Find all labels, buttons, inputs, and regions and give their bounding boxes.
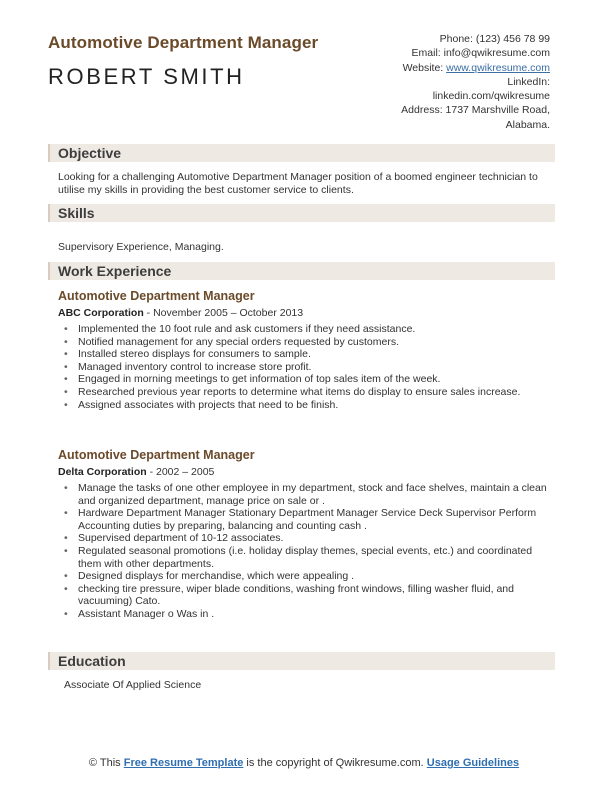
- job-2-bullets: [58, 482, 554, 621]
- education-text: Associate Of Applied Science: [64, 679, 202, 691]
- website-link[interactable]: www.qwikresume.com: [446, 61, 550, 74]
- objective-section-header: [48, 144, 555, 162]
- skills-heading: Skills: [58, 205, 95, 221]
- job-1-title: Automotive Department Manager: [58, 289, 255, 303]
- candidate-name: ROBERT SMITH: [48, 64, 245, 89]
- job-2-dates: - 2002 – 2005: [146, 466, 215, 478]
- job-1-dates: - November 2005 – October 2013: [143, 307, 304, 319]
- list-item: • Designed displays for merchandise, which were appealing .: [58, 570, 554, 583]
- job-1-company-line: [58, 307, 303, 319]
- footer-prefix: © This: [88, 757, 124, 769]
- contact-address-line1: Address: 1737 Marshville Road,: [401, 104, 550, 117]
- footer-middle: is the copyright of Qwikresume.com.: [243, 757, 427, 769]
- contact-linkedin-value: linkedin.com/qwikresume: [432, 90, 550, 103]
- work-heading: Work Experience: [58, 263, 172, 279]
- list-item: • Notified management for any special orders requested by customers.: [58, 336, 554, 349]
- contact-website: [310, 61, 550, 75]
- free-resume-template-link[interactable]: Free Resume Template: [123, 757, 244, 769]
- list-item: • Hardware Department Manager Stationary Department Manager Service Deck Supervisor Perform Accounting duties by preparing, balancing and counting cash .: [58, 507, 554, 532]
- contact-phone: Phone: (123) 456 78 99: [439, 33, 550, 45]
- footer: [48, 757, 560, 771]
- objective-text: Looking for a challenging Automotive Department Manager position of a boomed engineer technician to utilise my skills in providing the best customer service to clients.: [58, 171, 538, 196]
- education-section-header: [48, 652, 555, 670]
- list-item: • Regulated seasonal promotions (i.e. holiday display themes, special events, etc.) and coordinated them with other departments.: [58, 545, 554, 570]
- skills-text: Supervisory Experience, Managing.: [58, 241, 224, 253]
- job-2-company-line: [58, 466, 214, 478]
- work-section-header: [48, 262, 555, 280]
- contact-address-line2: Alabama.: [505, 118, 550, 131]
- list-item: • Assistant Manager o Was in .: [58, 608, 554, 621]
- skills-section-header: [48, 204, 555, 222]
- objective-heading: Objective: [58, 145, 122, 161]
- contact-email: Email: info@qwikresume.com: [411, 47, 550, 60]
- website-label: Website:: [402, 61, 447, 74]
- contact-block: [310, 32, 550, 132]
- job-2-company: Delta Corporation: [58, 466, 147, 478]
- list-item: • Assigned associates with projects that need to be finish.: [58, 399, 554, 412]
- list-item: • Engaged in morning meetings to get information of top sales item of the week.: [58, 373, 554, 386]
- job-2-title: Automotive Department Manager: [58, 448, 255, 462]
- list-item: • checking tire pressure, wiper blade conditions, washing front windows, filling washer fluid, and vacuuming) Cato.: [58, 583, 554, 608]
- list-item: • Researched previous year reports to determine what items do display to ensure sales increase.: [58, 386, 554, 399]
- education-heading: Education: [58, 653, 126, 669]
- contact-linkedin-label: LinkedIn:: [507, 75, 550, 88]
- job-1-bullets: [58, 323, 554, 411]
- list-item: • Manage the tasks of one other employee in my department, stock and face shelves, maintain a clean and organized department, manage price on sale or .: [58, 482, 554, 507]
- list-item: • Managed inventory control to increase store profit.: [58, 361, 554, 374]
- header-job-title: Automotive Department Manager: [48, 33, 319, 52]
- list-item: • Implemented the 10 foot rule and ask customers if they need assistance.: [58, 323, 554, 336]
- job-1-company: ABC Corporation: [58, 307, 144, 319]
- usage-guidelines-link[interactable]: Usage Guidelines: [426, 757, 520, 769]
- list-item: • Installed stereo displays for consumers to sample.: [58, 348, 554, 361]
- list-item: • Supervised department of 10-12 associates.: [58, 532, 554, 545]
